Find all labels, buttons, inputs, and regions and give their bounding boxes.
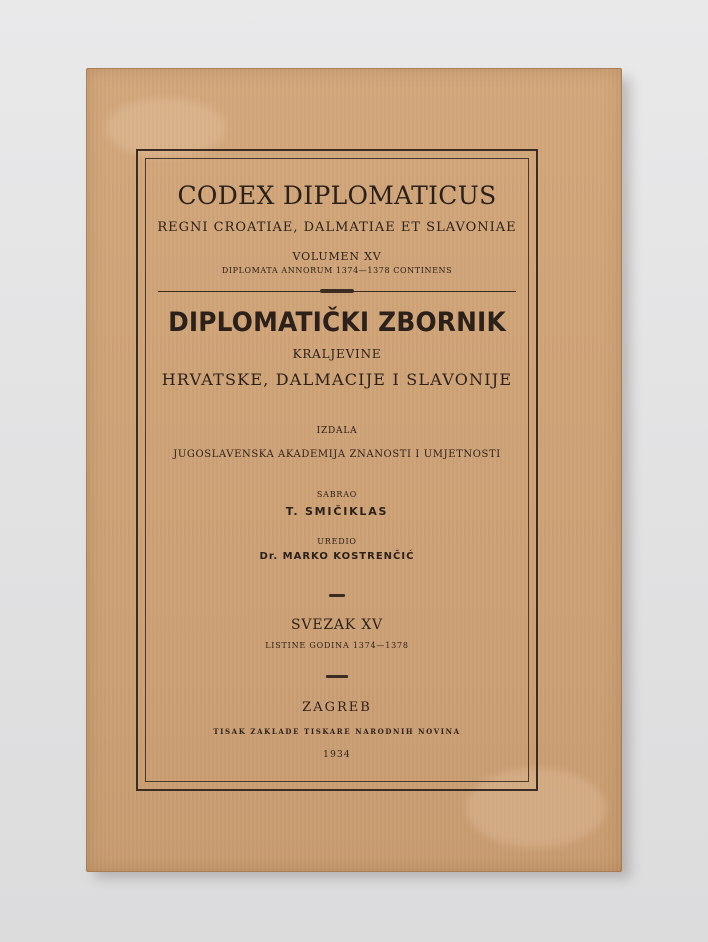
contents-latin: DIPLOMATA ANNORUM 1374—1378 CONTINENS bbox=[221, 266, 453, 275]
compiler-name: T. SMIČIKLAS bbox=[285, 505, 389, 518]
subtitle-latin: REGNI CROATIAE, DALMATIAE ET SLAVONIAE bbox=[157, 220, 517, 235]
city-name: ZAGREB bbox=[302, 700, 372, 715]
title-latin: CODEX DIPLOMATICUS bbox=[177, 181, 497, 210]
small-ornament bbox=[329, 594, 345, 597]
izdala-label: IZDALA bbox=[316, 426, 358, 436]
title-croatian: DIPLOMATIČKI ZBORNIK bbox=[168, 307, 506, 338]
uredio-label: UREDIO bbox=[317, 537, 357, 546]
listine-label: LISTINE GODINA 1374—1378 bbox=[265, 641, 409, 650]
kraljevine-label: KRALJEVINE bbox=[292, 347, 382, 361]
small-ornament bbox=[326, 675, 348, 678]
kingdoms-line: HRVATSKE, DALMACIJE I SLAVONIJE bbox=[161, 370, 513, 389]
publication-year: 1934 bbox=[323, 750, 351, 760]
title-frame-outer bbox=[136, 149, 538, 791]
svezak-label: SVEZAK XV bbox=[291, 617, 383, 633]
volume-latin: VOLUMEN XV bbox=[292, 250, 382, 263]
publisher-name: JUGOSLAVENSKA AKADEMIJA ZNANOSTI I UMJETNOSTI bbox=[173, 449, 501, 460]
printer-line: TISAK ZAKLADE TISKARE NARODNIH NOVINA bbox=[213, 727, 461, 736]
title-page-content bbox=[138, 151, 536, 789]
editor-name: Dr. MARKO KOSTRENČIĆ bbox=[259, 551, 415, 562]
sabrao-label: SABRAO bbox=[316, 490, 358, 499]
divider-ornament bbox=[320, 289, 354, 293]
book-cover bbox=[86, 68, 622, 872]
